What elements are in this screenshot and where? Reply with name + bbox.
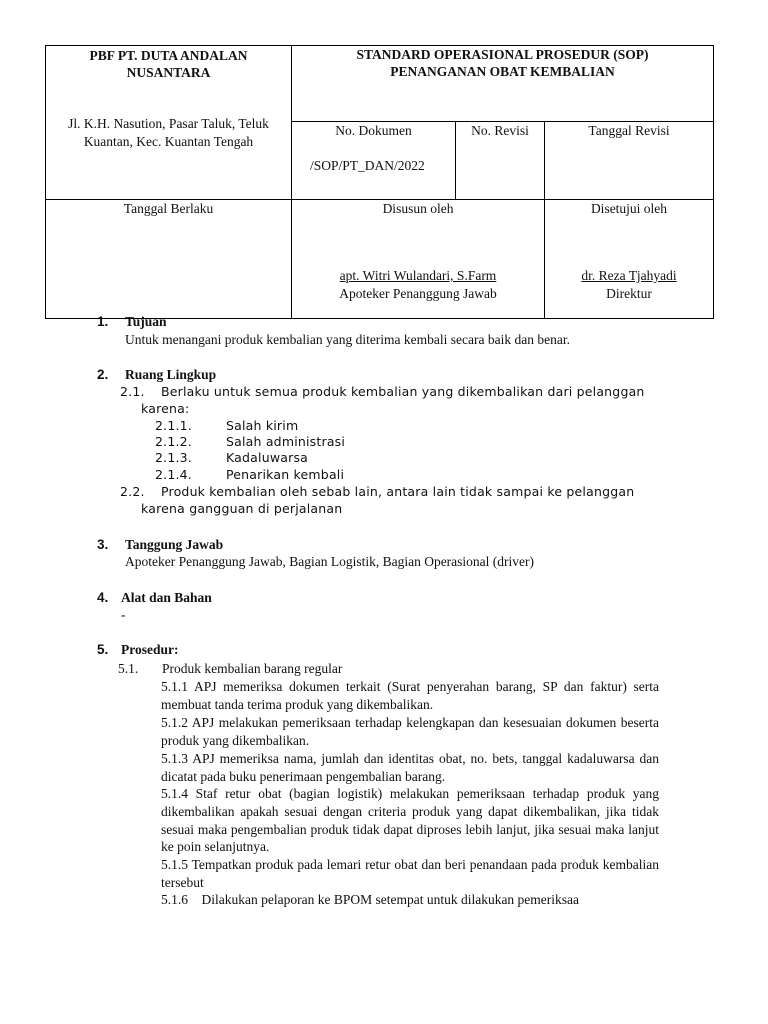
- section-1-text: Untuk menangani produk kembalian yang diterima kembali secara baik dan benar.: [125, 332, 570, 347]
- item-2-1-3-text: Kadaluwarsa: [226, 450, 309, 465]
- company-name: PBF PT. DUTA ANDALAN NUSANTARA: [89, 48, 248, 80]
- document-number-value: /SOP/PT_DAN/2022: [310, 158, 425, 174]
- approved-by-label: Disetujui oleh: [590, 201, 668, 216]
- item-2-1-line2: karena:: [141, 401, 190, 416]
- company-cell: [46, 46, 292, 200]
- company-address: Jl. K.H. Nasution, Pasar Taluk, Teluk Kuantan, Kec. Kuantan Tengah: [68, 116, 269, 149]
- item-2-1-2-text: Salah administrasi: [226, 434, 346, 449]
- item-5-1-title: Produk kembalian barang regular: [162, 661, 343, 676]
- revision-date-label: Tanggal Revisi: [588, 123, 670, 139]
- item-2-1-1-number: 2.1.1.: [155, 418, 192, 433]
- sop-title-cell: [292, 46, 714, 122]
- section-1-number: 1.: [97, 314, 109, 329]
- section-2-title: Ruang Lingkup: [125, 367, 217, 382]
- item-2-1-3-number: 2.1.3.: [155, 450, 192, 465]
- item-5-1-number: 5.1.: [118, 661, 139, 676]
- section-3-title: Tanggung Jawab: [125, 537, 224, 552]
- approved-by-name: dr. Reza Tjahyadi: [581, 268, 677, 283]
- approved-by-role: Direktur: [606, 286, 652, 301]
- section-4-text: -: [121, 607, 126, 622]
- prepared-by-role: Apoteker Penanggung Jawab: [339, 286, 497, 301]
- document-number-label: No. Dokumen: [335, 123, 412, 139]
- item-2-1-4-text: Penarikan kembali: [226, 467, 345, 482]
- approved-by-cell: [545, 200, 714, 319]
- section-4-title: Alat dan Bahan: [121, 590, 212, 605]
- section-1-title: Tujuan: [125, 314, 167, 329]
- revision-number-label: No. Revisi: [471, 123, 529, 139]
- section-3-number: 3.: [97, 537, 109, 552]
- prepared-by-name: apt. Witri Wulandari, S.Farm: [339, 268, 497, 283]
- item-2-2-line2: karena gangguan di perjalanan: [141, 501, 343, 516]
- sop-title-line2: PENANGANAN OBAT KEMBALIAN: [390, 64, 615, 79]
- section-3-text: Apoteker Penanggung Jawab, Bagian Logistik, Bagian Operasional (driver): [125, 554, 535, 569]
- section-5-number: 5.: [97, 642, 109, 657]
- item-2-1-line1: Berlaku untuk semua produk kembalian yang dikembalikan dari pelanggan: [161, 384, 645, 399]
- prepared-by-cell: [292, 200, 545, 319]
- sop-header-table: [45, 45, 714, 319]
- section-2-number: 2.: [97, 367, 109, 382]
- prepared-by-label: Disusun oleh: [382, 201, 454, 216]
- item-2-1-4-number: 2.1.4.: [155, 467, 192, 482]
- step-5-1-4: 5.1.4 Staf retur obat (bagian logistik) melakukan pemeriksaan terhadap produk yang dikembalikan apakah sesuai dengan criteria produk yang dapat dikembalikan, jika tidak sesuai maka pengembalian produk tidak dapat diproses lebih lanjut, jika sesuai maka lanjut ke poin selanjutnya.: [161, 786, 659, 855]
- effective-date-label: Tanggal Berlaku: [123, 201, 214, 216]
- step-5-1-3: 5.1.3 APJ memeriksa nama, jumlah dan identitas obat, no. bets, tanggal kadaluwarsa dan dicatat pada buku penerimaan pengembalian barang.: [161, 751, 659, 784]
- document-number-cell: [292, 122, 456, 200]
- step-5-1-1: 5.1.1 APJ memeriksa dokumen terkait (Surat penyerahan barang, SP dan faktur) serta membuat tanda terima produk yang dikembalikan.: [161, 679, 659, 712]
- section-5-title: Prosedur:: [121, 642, 179, 657]
- effective-date-cell: [46, 200, 292, 319]
- item-2-1-2-number: 2.1.2.: [155, 434, 192, 449]
- item-2-1-number: 2.1.: [120, 384, 145, 399]
- item-2-1-1-text: Salah kirim: [226, 418, 299, 433]
- revision-number-cell: [456, 122, 545, 200]
- revision-date-cell: [545, 122, 714, 200]
- step-5-1-5: 5.1.5 Tempatkan produk pada lemari retur obat dan beri penandaan pada produk kembalian tersebut: [161, 857, 659, 890]
- item-2-2-line1: Produk kembalian oleh sebab lain, antara lain tidak sampai ke pelanggan: [161, 484, 635, 499]
- step-5-1-2: 5.1.2 APJ melakukan pemeriksaan terhadap kelengkapan dan kesesuaian dokumen beserta produk yang dikembalikan.: [161, 715, 659, 748]
- step-5-1-6: 5.1.6 Dilakukan pelaporan ke BPOM setempat untuk dilakukan pemeriksaa: [161, 892, 580, 907]
- item-2-2-number: 2.2.: [120, 484, 145, 499]
- sop-title-line1: STANDARD OPERASIONAL PROSEDUR (SOP): [356, 47, 649, 62]
- section-4-number: 4.: [97, 590, 109, 605]
